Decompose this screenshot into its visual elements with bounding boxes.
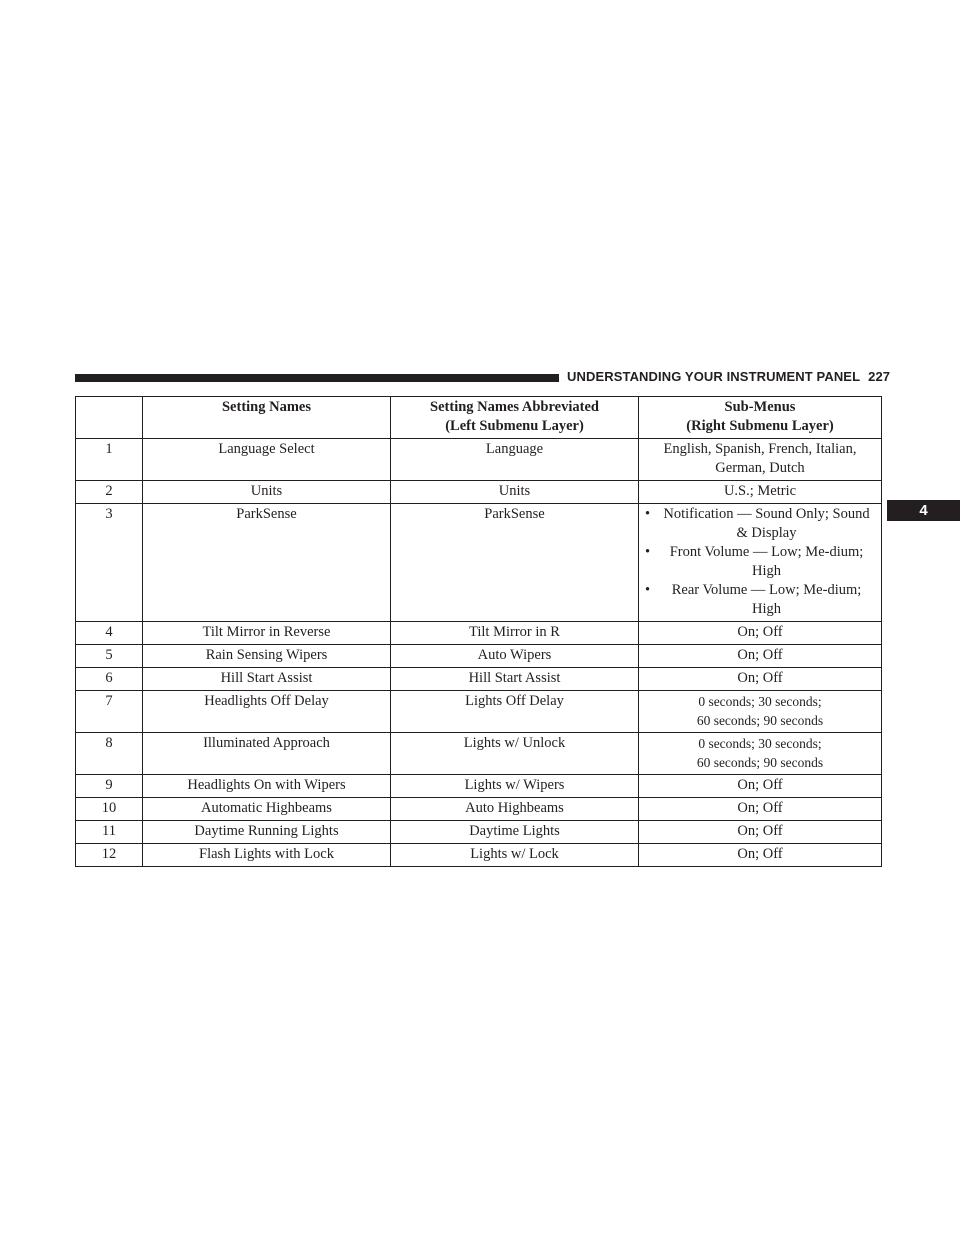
sub-menu: On; Off (639, 645, 882, 668)
setting-name: Illuminated Approach (143, 733, 391, 775)
table-row (76, 775, 882, 798)
setting-name: Flash Lights with Lock (143, 844, 391, 867)
sub-menu-bullets (639, 504, 882, 622)
table-row (76, 668, 882, 691)
table-row (76, 622, 882, 645)
row-number: 3 (76, 504, 143, 622)
setting-abbr: Auto Wipers (391, 645, 639, 668)
row-number: 2 (76, 481, 143, 504)
setting-name: ParkSense (143, 504, 391, 622)
header-sub-menus: Sub-Menus (Right Submenu Layer) (639, 397, 882, 439)
setting-abbr: Units (391, 481, 639, 504)
sub-menu: 0 seconds; 30 seconds; 60 seconds; 90 seconds (639, 691, 882, 733)
running-header (567, 369, 890, 384)
row-number: 12 (76, 844, 143, 867)
setting-abbr: Daytime Lights (391, 821, 639, 844)
setting-name: Daytime Running Lights (143, 821, 391, 844)
sub-menu: On; Off (639, 775, 882, 798)
sub-menu: English, Spanish, French, Italian, German, Dutch (639, 439, 882, 481)
setting-abbr: Lights w/ Unlock (391, 733, 639, 775)
setting-abbr: ParkSense (391, 504, 639, 622)
section-title: UNDERSTANDING YOUR INSTRUMENT PANEL (567, 369, 861, 384)
chapter-tab[interactable]: 4 (887, 500, 960, 521)
setting-abbr: Auto Highbeams (391, 798, 639, 821)
setting-name: Tilt Mirror in Reverse (143, 622, 391, 645)
setting-abbr: Hill Start Assist (391, 668, 639, 691)
sub-menu: On; Off (639, 798, 882, 821)
sub-menu: On; Off (639, 821, 882, 844)
setting-abbr: Lights w/ Wipers (391, 775, 639, 798)
row-number: 8 (76, 733, 143, 775)
sub-menu: On; Off (639, 668, 882, 691)
header-number (76, 397, 143, 439)
table-row (76, 504, 882, 622)
bullet-item: • Front Volume — Low; Me-dium; High (645, 543, 875, 581)
setting-name: Language Select (143, 439, 391, 481)
setting-name: Units (143, 481, 391, 504)
sub-menu: On; Off (639, 844, 882, 867)
table-row (76, 481, 882, 504)
setting-abbr: Language (391, 439, 639, 481)
sub-menu: U.S.; Metric (639, 481, 882, 504)
bullet-item: • Rear Volume — Low; Me-dium; High (645, 581, 875, 619)
table-row (76, 798, 882, 821)
table-row (76, 733, 882, 775)
row-number: 9 (76, 775, 143, 798)
settings-table (75, 396, 882, 867)
setting-abbr: Lights w/ Lock (391, 844, 639, 867)
header-abbreviated: Setting Names Abbreviated (Left Submenu Layer) (391, 397, 639, 439)
row-number: 10 (76, 798, 143, 821)
table-row (76, 645, 882, 668)
setting-abbr: Tilt Mirror in R (391, 622, 639, 645)
setting-abbr: Lights Off Delay (391, 691, 639, 733)
table-row (76, 844, 882, 867)
row-number: 11 (76, 821, 143, 844)
setting-name: Rain Sensing Wipers (143, 645, 391, 668)
setting-name: Automatic Highbeams (143, 798, 391, 821)
sub-menu: On; Off (639, 622, 882, 645)
setting-name: Headlights Off Delay (143, 691, 391, 733)
row-number: 7 (76, 691, 143, 733)
row-number: 6 (76, 668, 143, 691)
table-row (76, 821, 882, 844)
header-rule (75, 374, 559, 382)
sub-menu: 0 seconds; 30 seconds; 60 seconds; 90 seconds (639, 733, 882, 775)
row-number: 5 (76, 645, 143, 668)
setting-name: Hill Start Assist (143, 668, 391, 691)
row-number: 1 (76, 439, 143, 481)
table-header-row (76, 397, 882, 439)
table-row (76, 439, 882, 481)
page-number: 227 (868, 369, 891, 384)
table-row (76, 691, 882, 733)
setting-name: Headlights On with Wipers (143, 775, 391, 798)
row-number: 4 (76, 622, 143, 645)
bullet-item: • Notification — Sound Only; Sound & Display (645, 505, 875, 543)
header-setting-names: Setting Names (143, 397, 391, 439)
